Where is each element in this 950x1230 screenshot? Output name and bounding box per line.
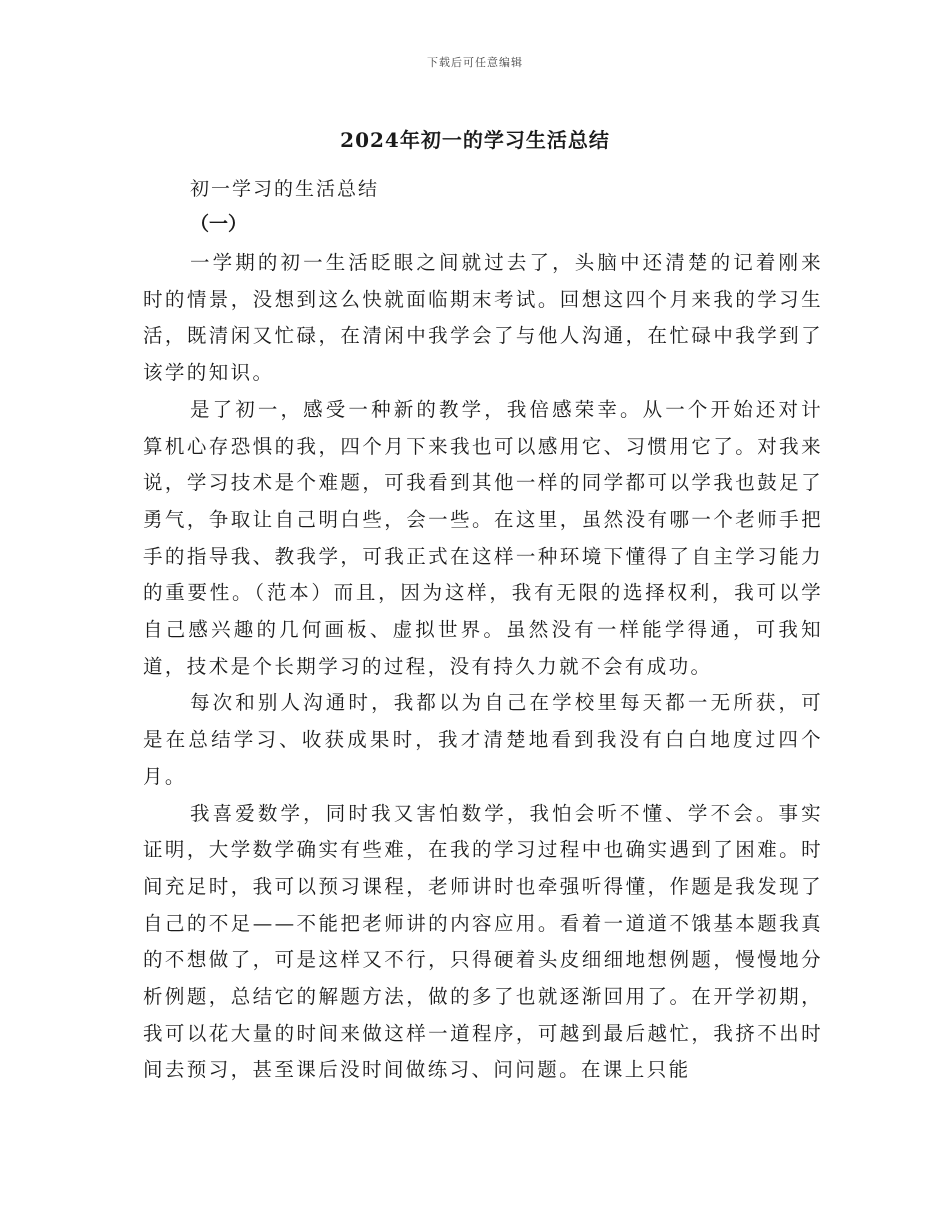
paragraph: 是了初一，感受一种新的教学，我倍感荣幸。从一个开始还对计算机心存恐惧的我，四个月下来我也可以感用它、习惯用它了。对我来说，学习技术是个难题，可我看到其他一样的同学都可以学我也鼓足了勇气，争取让自己明白些，会一些。在这里，虽然没有哪一个老师手把手的指导我、教我学，可我正式在这样一种环境下懂得了自主学习能力的重要性。（范本）而且，因为这样，我有无限的选择权利，我可以学自己感兴趣的几何画板、虚拟世界。虽然没有一样能学得通，可我知道，技术是个长期学习的过程，没有持久力就不会有成功。 xyxy=(143,397,823,678)
paragraph: 每次和别人沟通时，我都以为自己在学校里每天都一无所获，可是在总结学习、收获成果时，我才清楚地看到我没有白白地度过四个月。 xyxy=(143,691,823,788)
document-title: 2024年初一的学习生活总结 xyxy=(340,128,610,152)
paragraph: 我喜爱数学，同时我又害怕数学，我怕会听不懂、学不会。事实证明，大学数学确实有些难，在我的学习过程中也确实遇到了困难。时间充足时，我可以预习课程，老师讲时也牵强听得懂，作题是我发现了自己的不足——不能把老师讲的内容应用。看着一道道不饿基本题我真的不想做了，可是这样又不行，只得硬着头皮细细地想例题，慢慢地分析例题，总结它的解题方法，做的多了也就逐渐回用了。在开学初期，我可以花大量的时间来做这样一道程序，可越到最后越忙，我挤不出时间去预习，甚至课后没时间做练习、问问题。在课上只能 xyxy=(143,801,823,1082)
section-marker: （一） xyxy=(190,213,248,235)
document-body xyxy=(143,245,823,1089)
document-subtitle: 初一学习的生活总结 xyxy=(190,178,380,200)
paragraph: 一学期的初一生活眨眼之间就过去了，头脑中还清楚的记着刚来时的情景，没想到这么快就面临期末考试。回想这四个月来我的学习生活，既清闲又忙碌，在清闲中我学会了与他人沟通，在忙碌中我学到了该学的知识。 xyxy=(143,251,823,385)
page-header-note: 下载后可任意编辑 xyxy=(427,56,523,69)
